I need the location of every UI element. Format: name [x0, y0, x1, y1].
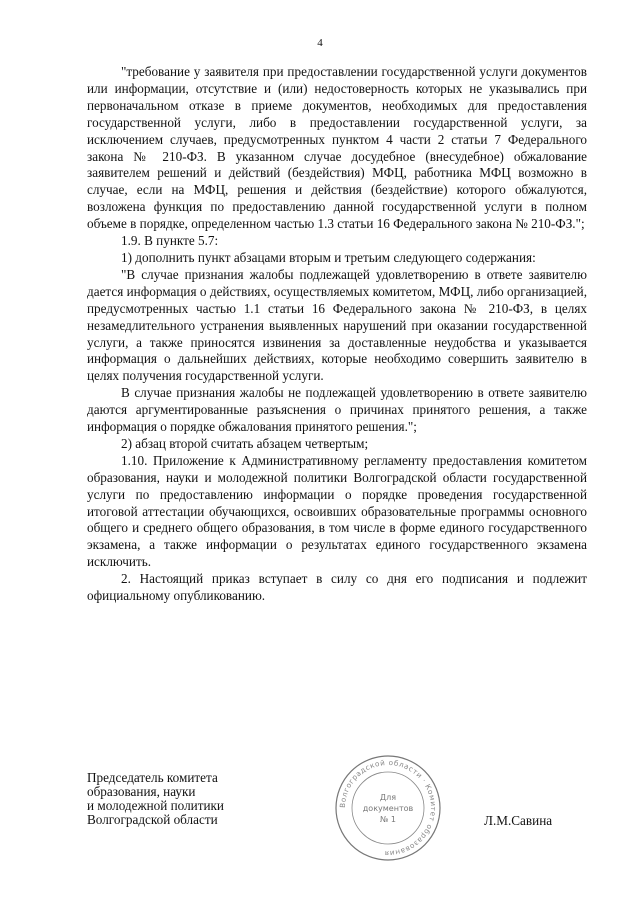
signer-position: [87, 771, 224, 827]
paragraph-8: 2. Настоящий приказ вступает в силу со дня его подписания и подлежит официальному опубликованию.: [87, 571, 587, 604]
seal-center-line: № 1: [380, 815, 396, 824]
signer-position-line: и молодежной политики: [87, 798, 224, 813]
document-body: [87, 64, 587, 605]
signer-position-line: Председатель комитета: [87, 770, 218, 785]
signer-position-line: образования, науки: [87, 784, 196, 799]
paragraph-5: В случае признания жалобы не подлежащей удовлетворению в ответе заявителю даются аргументированные разъяснения о причинах принятого решения, а также информация о порядке обжалования принятого решения.";: [87, 385, 587, 435]
seal-center-line: Для: [379, 793, 397, 802]
seal-ring-text: Волгоградской области · Комитет образования: [337, 757, 439, 859]
paragraph-4: "В случае признания жалобы подлежащей удовлетворению в ответе заявителю дается информация о действиях, осуществляемых комитетом, МФЦ, либо организацией, предусмотренных частью 1.1 статьи 16 Федерального закона № 210-ФЗ, в целях незамедлительного устранения выявленных нарушений при оказании государственной услуги, а также приносятся извинения за доставленные неудобства и указывается информация о дальнейших действиях, которые необходимо совершить заявителю в целях получения государственной услуги.: [87, 266, 587, 384]
seal-center-line: документов: [362, 804, 414, 813]
paragraph-6: 2) абзац второй считать абзацем четвертым;: [121, 435, 369, 451]
paragraph-1: "требование у заявителя при предоставлении государственной услуги документов или информации, отсутствие и (или) недостоверность которых не указывались при первоначальном отказе в приеме документов, необходимых для предоставления государственной услуги, либо в предоставлении государственной услуги, за исключением случаев, предусмотренных пунктом 4 части 2 статьи 7 Федерального закона № 210-ФЗ. В указанном случае досудебное (внесудебное) обжалование заявителем решений и действий (бездействия) МФЦ, работника МФЦ возможно в случае, если на МФЦ, решения и действия (бездействие) которого обжалуются, возложена функция по предоставлению данной государственной услуги в полном объеме в порядке, определенном частью 1.3 статьи 16 Федерального закона № 210-ФЗ.";: [87, 64, 587, 232]
paragraph-7: 1.10. Приложение к Административному регламенту предоставления комитетом образования, науки и молодежной политики Волгоградской области государственной услуги по предоставлению информации о порядке проведения государственной итоговой аттестации обучающихся, освоивших образовательные программы основного общего и среднего общего образования, в том числе в форме единого государственного экзамена, а также информации о результатах единого государственного экзамена исключить.: [87, 452, 587, 570]
paragraph-2: 1.9. В пункте 5.7:: [121, 233, 219, 249]
signer-name: Л.М.Савина: [484, 813, 553, 828]
paragraph-3: 1) дополнить пункт абзацами вторым и третьим следующего содержания:: [121, 249, 536, 265]
page-number: 4: [317, 37, 323, 49]
official-seal-stamp: [333, 753, 443, 863]
signer-position-line: Волгоградской области: [87, 812, 218, 827]
